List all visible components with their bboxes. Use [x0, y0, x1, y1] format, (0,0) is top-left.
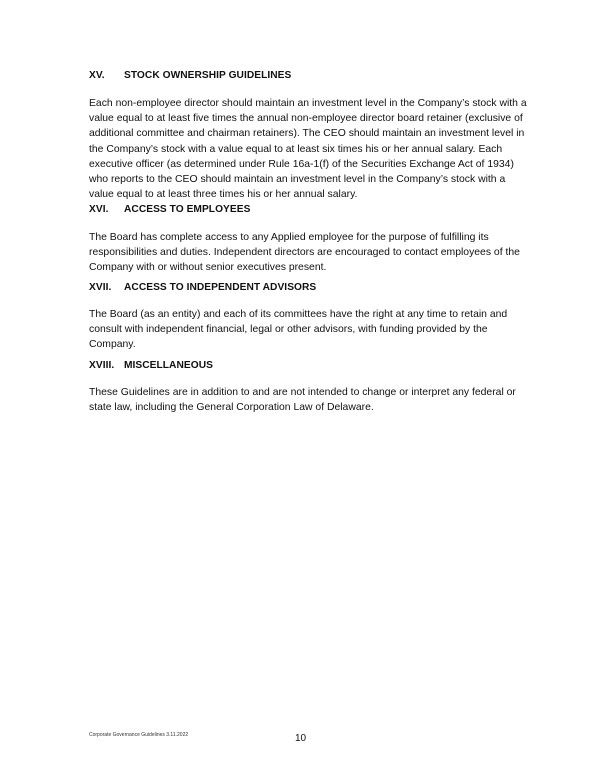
- section-number: XVII.: [89, 282, 112, 293]
- body-line: consult with independent financial, legal or other advisors, with funding provided by the: [89, 324, 488, 336]
- section-heading-xvi: [89, 204, 250, 215]
- section-heading-xv: [89, 70, 291, 81]
- body-line: executive officer (as determined under Rule 16a-1(f) of the Securities Exchange Act of 1934): [89, 158, 514, 170]
- section-heading-xviii: [89, 360, 213, 371]
- section-number: XV.: [89, 70, 105, 81]
- section-number: XVI.: [89, 204, 109, 215]
- section-body-xvii: [89, 307, 519, 353]
- body-line: Company.: [89, 339, 136, 351]
- footer-document-label: Corporate Governance Guidelines 3.11.2022: [89, 732, 189, 738]
- section-number: XVIII.: [89, 360, 115, 371]
- section-body-xvi: [89, 230, 519, 276]
- body-line: who reports to the CEO should maintain an investment level in the Company’s stock with a: [89, 174, 506, 186]
- body-line: additional committee and chairman retainers). The CEO should maintain an investment level in: [89, 128, 525, 140]
- body-line: state law, including the General Corporation Law of Delaware.: [89, 402, 374, 414]
- body-line: The Board has complete access to any Applied employee for the purpose of fulfilling its: [89, 232, 489, 243]
- body-line: Each non-employee director should maintain an investment level in the Company’s stock with a: [89, 98, 527, 109]
- section-title: ACCESS TO EMPLOYEES: [124, 204, 251, 215]
- body-line: responsibilities and duties. Independent directors are encouraged to contact employees of the: [89, 247, 520, 259]
- body-line: Company with or without senior executives present.: [89, 262, 327, 274]
- body-line: value equal to at least three times his or her annual salary.: [89, 189, 358, 201]
- page-number: 10: [295, 733, 307, 744]
- body-line: The Board (as an entity) and each of its committees have the right at any time to retain and: [89, 309, 508, 320]
- section-body-xviii: [89, 385, 519, 415]
- section-body-xv: [89, 96, 527, 202]
- body-line: These Guidelines are in addition to and are not intended to change or interpret any federal or: [89, 387, 516, 398]
- body-line: value equal to at least five times the annual non-employee director board retainer (exclusive of: [89, 113, 523, 125]
- section-title: STOCK OWNERSHIP GUIDELINES: [124, 70, 292, 81]
- section-title: MISCELLANEOUS: [124, 360, 213, 371]
- section-heading-xvii: [89, 282, 316, 293]
- section-title: ACCESS TO INDEPENDENT ADVISORS: [124, 282, 317, 293]
- body-line: the Company’s stock with a value equal to at least six times his or her annual salary. Each: [89, 143, 503, 155]
